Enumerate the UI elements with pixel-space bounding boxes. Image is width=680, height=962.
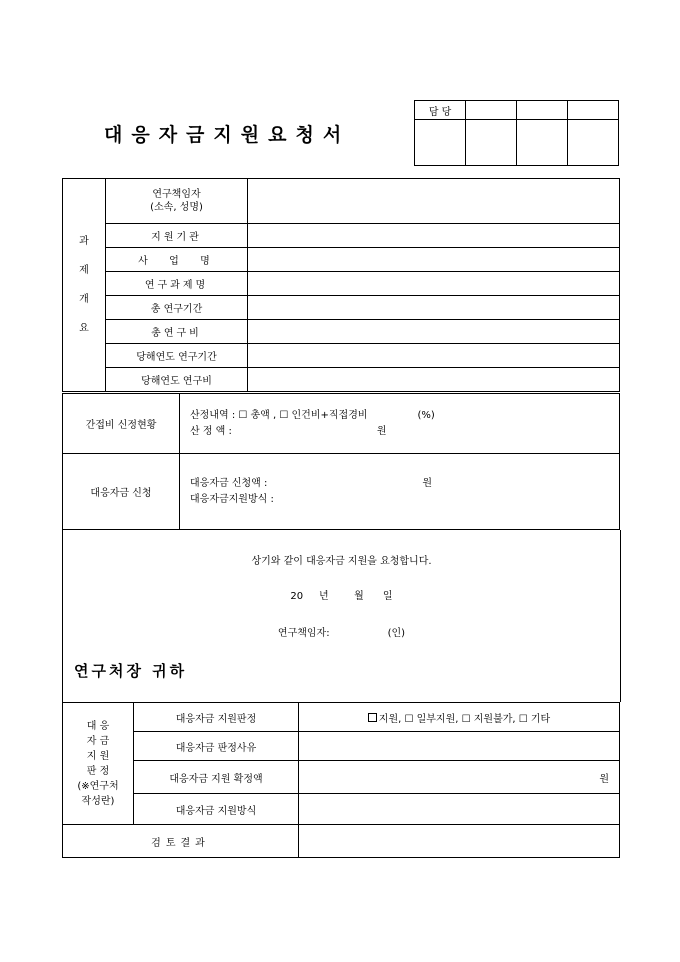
request-sentence: 상기와 같이 대응자금 지원을 요청합니다. (251, 556, 432, 567)
approval-sign-cell[interactable] (517, 120, 568, 166)
page-title: 대응자금지원요청서 (104, 124, 351, 146)
indirect-line1: 산정내역 : ☐ 총액 , ☐ 인건비+직접경비 (190, 409, 368, 421)
decision-value-field[interactable]: 지원, ☐ 일부지원, ☐ 지원불가, ☐ 기타 (299, 703, 620, 732)
support-method-label: 대응자금 지원방식 (134, 794, 299, 825)
confirmed-amount-value-field[interactable]: 원 (299, 761, 620, 794)
decision-side-label: 대 응 자 금 지 원 판 정 (※연구처 작성란) (63, 703, 134, 825)
current-year-budget-value-field[interactable] (248, 368, 620, 392)
indirect-label: 간접비 신정현황 (63, 394, 180, 454)
approval-box (414, 100, 619, 166)
current-year-period-label: 당해연도 연구기간 (106, 344, 248, 368)
decision-label: 대응자금 지원판정 (134, 703, 299, 732)
review-result-value-field[interactable] (299, 825, 620, 858)
request-date[interactable]: 20 년 월 일 (290, 591, 393, 602)
indirect-line1-unit: (%) (417, 409, 435, 421)
apply-line1-unit: 원 (422, 477, 433, 489)
decision-reason-label: 대응자금 판정사유 (134, 732, 299, 761)
total-period-label: 총 연구기간 (106, 296, 248, 320)
agency-label: 지원기관 (106, 224, 248, 248)
apply-line1: 대응자금 신청액 : (190, 477, 268, 489)
indirect-line2: 산 정 액 : (190, 425, 232, 437)
request-signer[interactable]: 연구책임자: (인) (277, 628, 406, 639)
decision-reason-value-field[interactable] (299, 732, 620, 761)
overview-side-label: 과 제 개 요 (63, 179, 106, 392)
pi-label: 연구책임자 (소속, 성명) (106, 179, 248, 224)
support-method-value-field[interactable] (299, 794, 620, 825)
current-year-period-value-field[interactable] (248, 344, 620, 368)
project-overview-table (62, 178, 620, 392)
current-year-budget-label: 당해연도 연구비 (106, 368, 248, 392)
approval-sign-cell[interactable] (568, 120, 619, 166)
approval-header-cell (517, 101, 568, 120)
indirect-value-field[interactable] (180, 394, 620, 454)
indirect-cost-table (62, 393, 620, 530)
review-result-label: 검토결과 (63, 825, 299, 858)
apply-line2: 대응자금지원방식 : (190, 493, 274, 505)
approval-sign-cell[interactable] (415, 120, 466, 166)
research-title-value-field[interactable] (248, 272, 620, 296)
total-period-value-field[interactable] (248, 296, 620, 320)
agency-value-field[interactable] (248, 224, 620, 248)
request-statement-box (62, 530, 621, 702)
seal-mark: (인) (387, 628, 406, 639)
indirect-line2-unit: 원 (376, 425, 387, 437)
apply-label: 대응자금 신청 (63, 454, 180, 530)
total-budget-label: 총연구비 (106, 320, 248, 344)
decision-table (62, 702, 620, 858)
total-budget-value-field[interactable] (248, 320, 620, 344)
project-name-value-field[interactable] (248, 248, 620, 272)
approval-sign-cell[interactable] (466, 120, 517, 166)
checkbox-icon[interactable] (368, 713, 377, 722)
confirmed-amount-label: 대응자금 지원 확정액 (134, 761, 299, 794)
project-name-label: 사 업 명 (106, 248, 248, 272)
approval-header-cell (568, 101, 619, 120)
research-title-label: 연구과제명 (106, 272, 248, 296)
approval-header-cell (466, 101, 517, 120)
approval-label: 담 당 (415, 101, 466, 120)
recipient: 연구처장 귀하 (74, 662, 188, 680)
apply-value-field[interactable] (180, 454, 620, 530)
pi-value-field[interactable] (248, 179, 620, 224)
